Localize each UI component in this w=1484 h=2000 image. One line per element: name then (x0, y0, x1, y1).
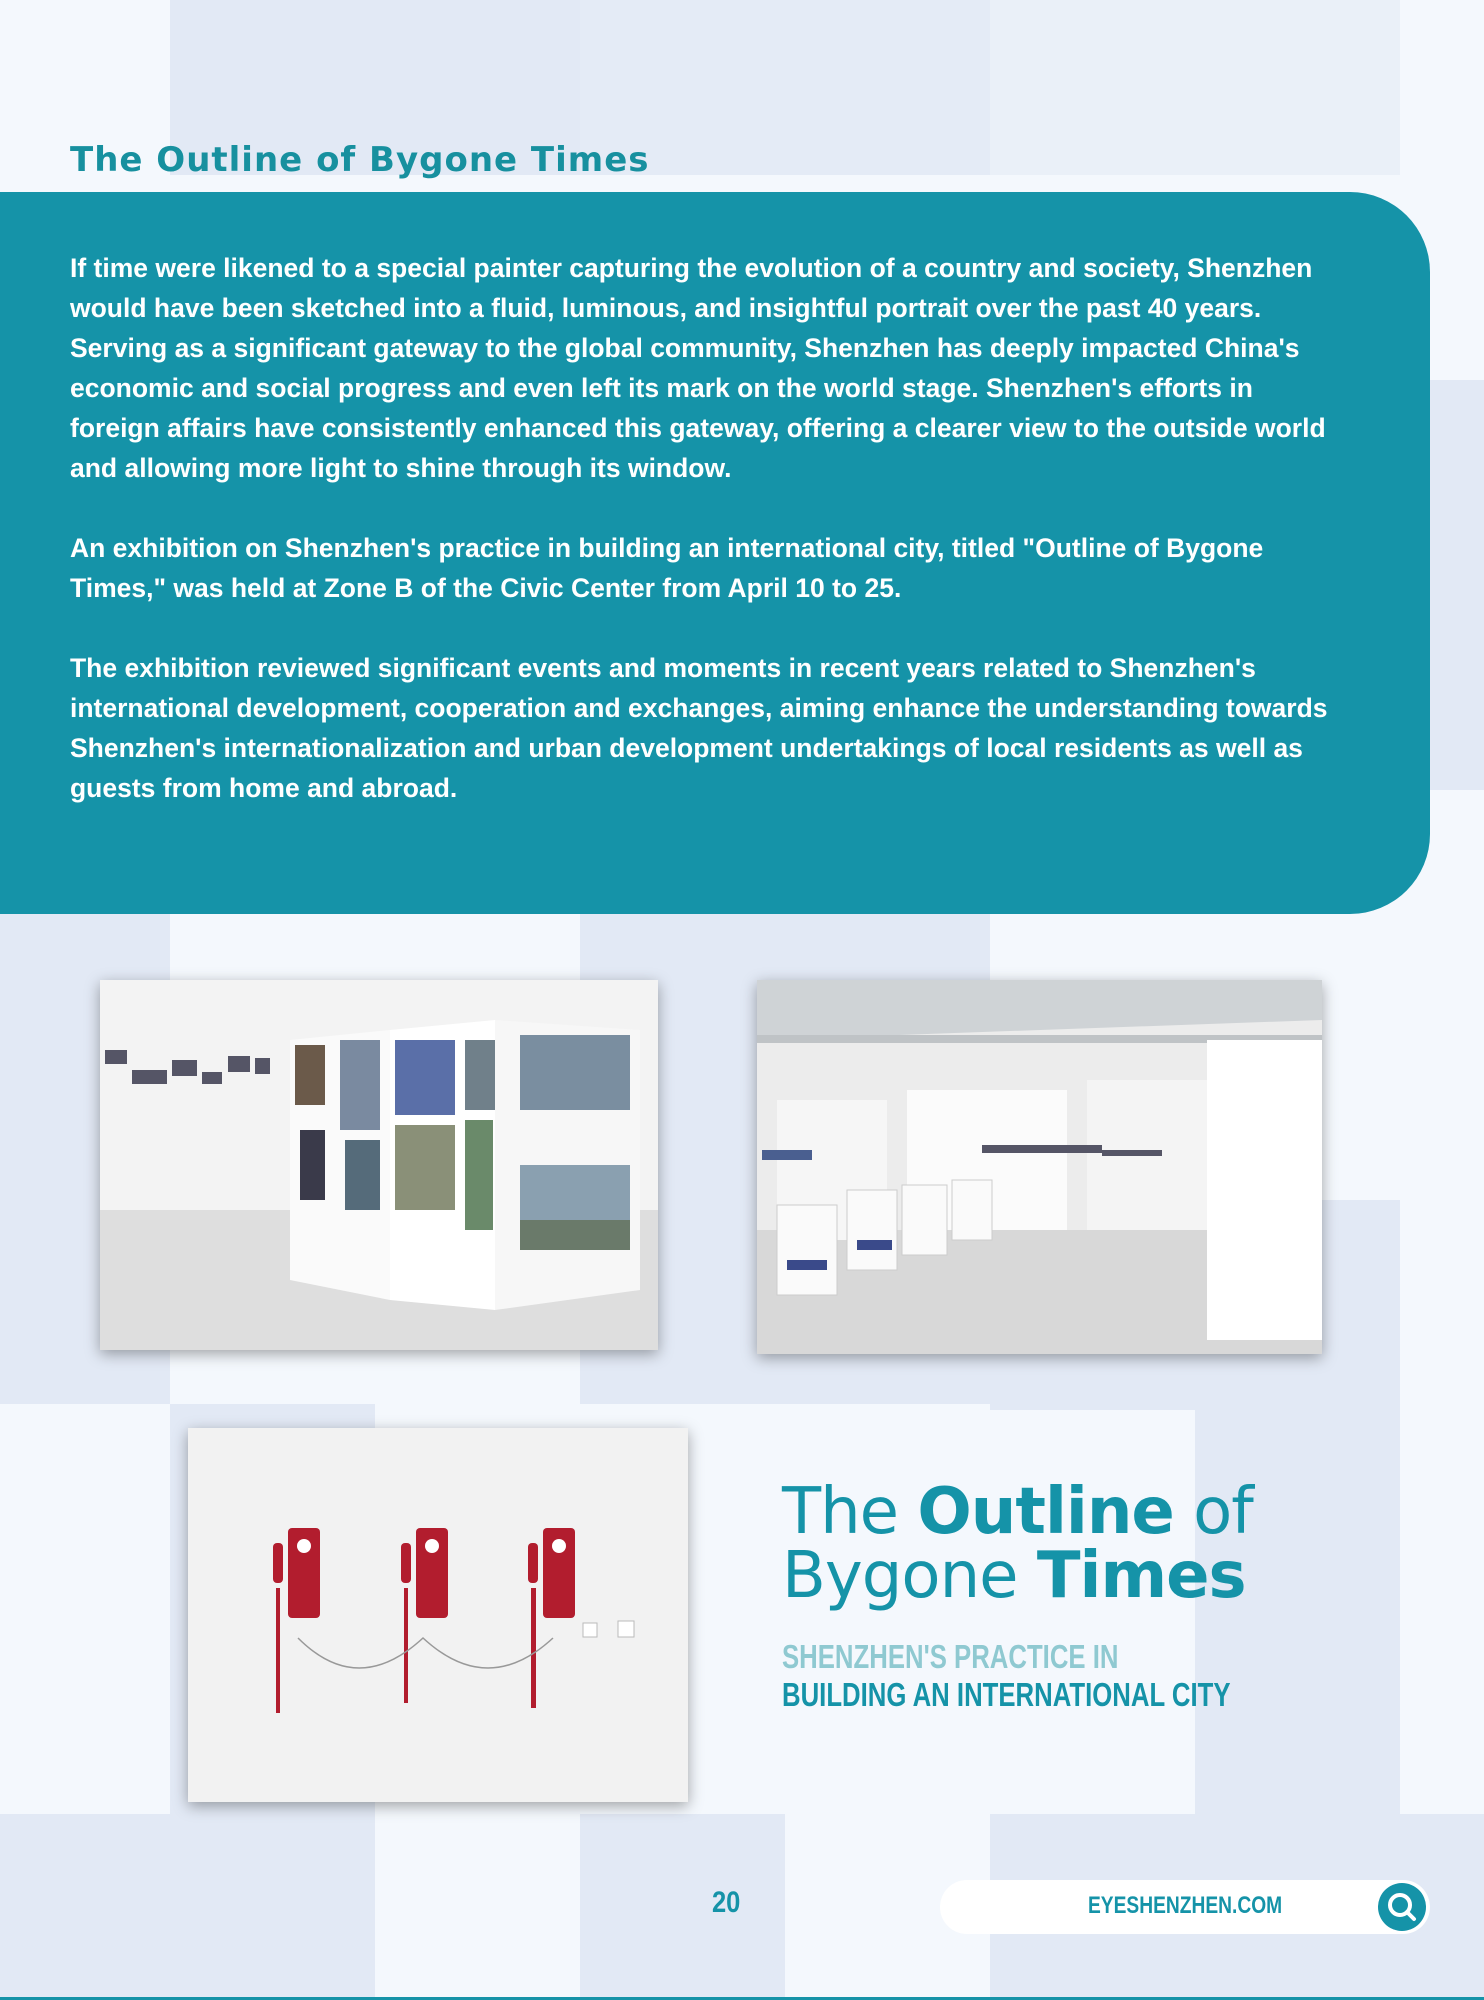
payphones-photo (188, 1428, 688, 1802)
page-heading: The Outline of Bygone Times (70, 140, 650, 180)
paragraph: An exhibition on Shenzhen's practice in building an international city, titled "Outline of Bygone Times," was held at Zone B of the Civic Center from April 10 to 25. (70, 533, 1264, 603)
background-block (580, 1814, 785, 2000)
title-word: Bygone (782, 1539, 1018, 1613)
paragraph: If time were likened to a special painter capturing the evolution of a country and society, Shenzhen would have been sketched into a fluid, luminous, and insightful portrait over the past 40 years. Serving as a significant gateway to the global community, Shenzhen has deeply impacted China's economic and social progress and even left its mark on the world stage. Shenzhen's efforts in foreign affairs have consistently enhanced this gateway, offering a clearer view to the outside world and allowing more light to shine through its window. (70, 253, 1326, 483)
title-line-2 (782, 1539, 1442, 1613)
exhibition-photo-hall (757, 980, 1322, 1354)
subtitle-line-2: BUILDING AN INTERNATIONAL CITY (782, 1676, 1231, 1713)
title-line-1 (782, 1475, 1442, 1549)
search-button[interactable] (1378, 1883, 1426, 1931)
background-block (990, 0, 1400, 175)
background-block (0, 1814, 375, 2000)
feature-title-block (782, 1475, 1442, 1714)
website-url[interactable]: EYESHENZHEN.COM (1088, 1892, 1283, 1919)
title-word: Times (1036, 1539, 1246, 1613)
exhibition-photo-panels (100, 980, 658, 1350)
paragraph: The exhibition reviewed significant events and moments in recent years related to Shenzhen's international development, cooperation and exchanges, aiming enhance the understanding towards Shenzhen's internationalization and urban development undertakings of local residents as well as guests from home and abroad. (70, 653, 1328, 803)
subtitle-line-1: SHENZHEN'S PRACTICE IN (782, 1638, 1119, 1675)
page-number: 20 (712, 1886, 741, 1919)
title-word: The (782, 1475, 899, 1549)
website-link[interactable] (940, 1880, 1430, 1934)
intro-text-panel (0, 192, 1430, 914)
search-icon (1378, 1883, 1426, 1931)
title-word: Outline (917, 1475, 1174, 1549)
title-word: of (1193, 1475, 1253, 1549)
